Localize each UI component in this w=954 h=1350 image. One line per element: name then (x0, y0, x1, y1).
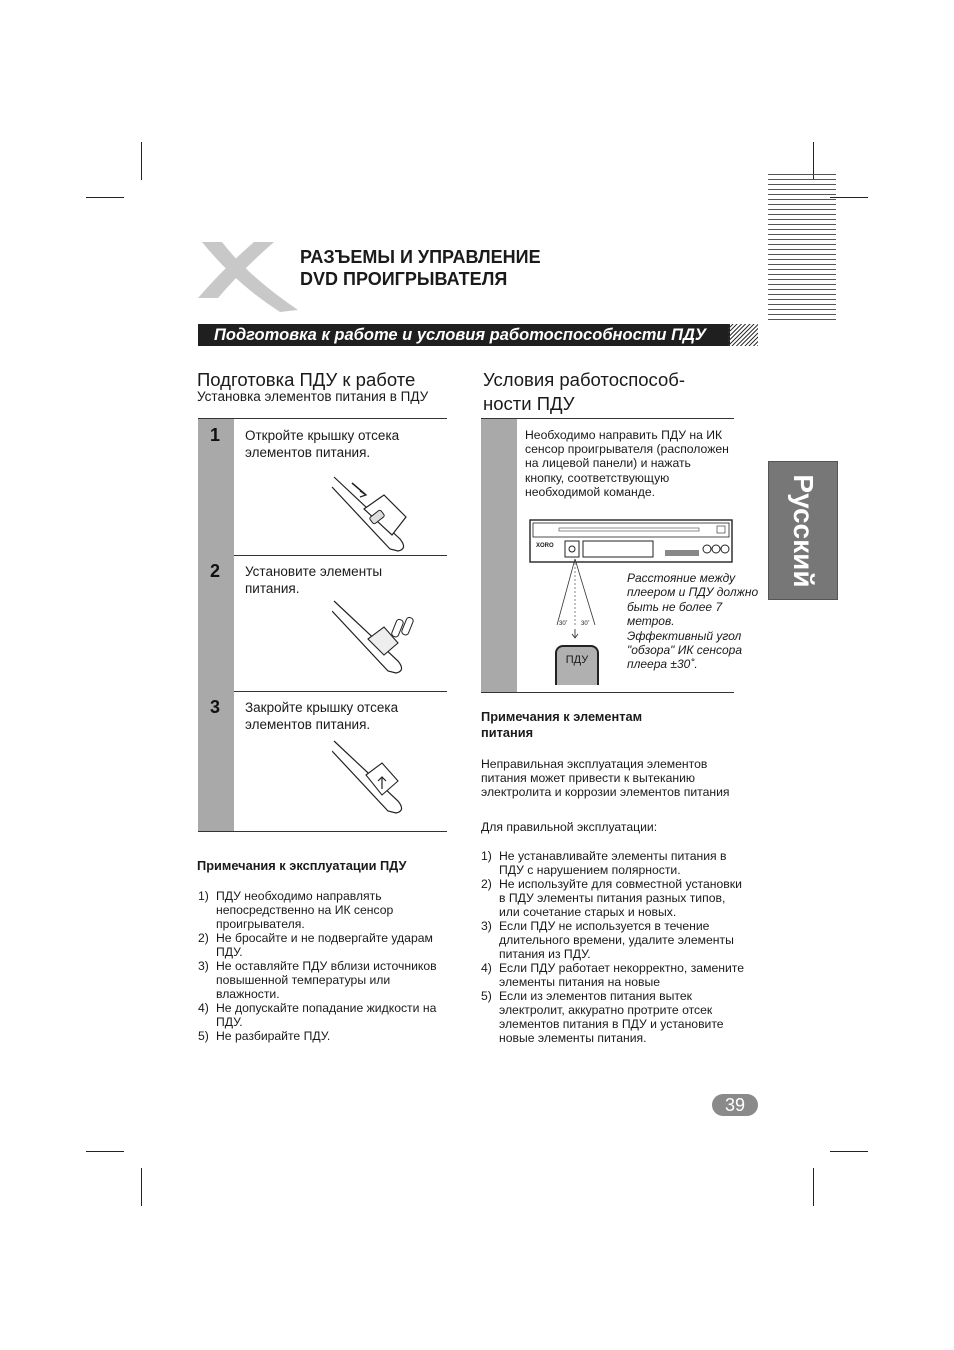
language-tab (768, 461, 838, 600)
step-divider (234, 691, 447, 692)
list-item: 3) Не оставляйте ПДУ вблизи источников повышенной температуры или влажности. (198, 959, 437, 1001)
xoro-x-logo-icon (196, 240, 300, 314)
crop-mark (813, 1168, 814, 1206)
battery-paragraph-2: Для правильной эксплуатации: (481, 820, 658, 834)
angle-right-label: 30˚ (581, 621, 590, 627)
angle-left-label: 30˚ (559, 621, 568, 627)
remote-illustration (555, 645, 599, 685)
list-item: 5) Если из элементов питания вытек электролит, аккуратно протрите отсек элементов питания в ПДУ и установите новые элементы питания. (481, 989, 724, 1045)
crop-mark (86, 197, 124, 198)
conditions-box (481, 418, 759, 693)
left-subheading: Установка элементов питания в ПДУ (197, 389, 429, 404)
step-divider (234, 555, 447, 556)
device-brand-label: XORO (536, 543, 554, 549)
title-line-2: DVD ПРОИГРЫВАТЕЛЯ (300, 269, 508, 289)
page-title (300, 246, 700, 290)
steps-strip (198, 419, 234, 831)
ir-angle-diagram (543, 559, 613, 643)
language-tab-label: Русский (788, 473, 819, 588)
step-number-3: 3 (210, 697, 221, 717)
remote-label: ПДУ (565, 654, 589, 666)
step-number-1: 1 (210, 425, 221, 445)
title-line-1: РАЗЪЕМЫ И УПРАВЛЕНИЕ (300, 247, 541, 267)
battery-notes-title: Примечания к элементам питания (481, 709, 643, 740)
right-heading: Условия работоспособ- ности ПДУ (483, 369, 686, 414)
list-item: 5) Не разбирайте ПДУ. (198, 1029, 331, 1043)
list-item: 1) Не устанавливайте элементы питания в ПДУ с нарушением полярности. (481, 849, 727, 877)
left-heading: Подготовка ПДУ к работе (197, 369, 416, 390)
section-banner: Подготовка к работе и условия работоспособности ПДУ (198, 324, 730, 346)
list-item: 2) Не используйте для совместной установки в ПДУ элементы питания разных типов, или сочетание старых и новых. (481, 877, 742, 919)
distance-text: Расстояние между плеером и ПДУ должно быть не более 7 метров. Эффективный угол "обзора" ИК сенсора плеера ±30˚. (627, 571, 759, 672)
crop-mark (141, 142, 142, 180)
remote-open-cover-illustration (330, 473, 416, 553)
remote-close-cover-illustration (332, 737, 412, 815)
remote-insert-batteries-illustration (332, 597, 422, 675)
remote-notes-list (198, 889, 450, 1043)
steps-table (198, 418, 447, 832)
battery-paragraph-1: Неправильная эксплуатация элементов питания может привести к вытеканию электролита и коррозии элементов питания (481, 757, 730, 800)
crop-mark (830, 1151, 868, 1152)
dvd-player-illustration (529, 519, 733, 563)
list-item: 1) ПДУ необходимо направлять непосредственно на ИК сенсор проигрывателя. (198, 889, 394, 931)
list-item: 2) Не бросайте и не подвергайте ударам ПДУ. (198, 931, 433, 959)
banner-hatch (728, 324, 758, 346)
step-text-3: Закройте крышку отсека элементов питания. (245, 700, 399, 732)
step-text-2: Установите элементы питания. (245, 564, 383, 596)
crop-mark (141, 1168, 142, 1206)
list-item: 3) Если ПДУ не используется в течение длительного времени, удалите элементы питания из ПДУ. (481, 919, 734, 961)
list-item: 4) Не допускайте попадание жидкости на ПДУ. (198, 1001, 437, 1029)
battery-notes-list (481, 849, 749, 1045)
step-number-2: 2 (210, 561, 221, 581)
decorative-stripes (768, 174, 836, 324)
conditions-text: Необходимо направить ПДУ на ИК сенсор проигрывателя (расположен на лицевой панели) и нажать кнопку, соответствующую необходимой команде. (525, 428, 729, 499)
remote-notes-title: Примечания к эксплуатации ПДУ (197, 858, 407, 873)
crop-mark (86, 1151, 124, 1152)
step-text-1: Откройте крышку отсека элементов питания. (245, 428, 400, 460)
page-number: 39 (712, 1094, 758, 1116)
list-item: 4) Если ПДУ работает некорректно, замените элементы питания на новые (481, 961, 744, 989)
conditions-strip (481, 419, 517, 692)
